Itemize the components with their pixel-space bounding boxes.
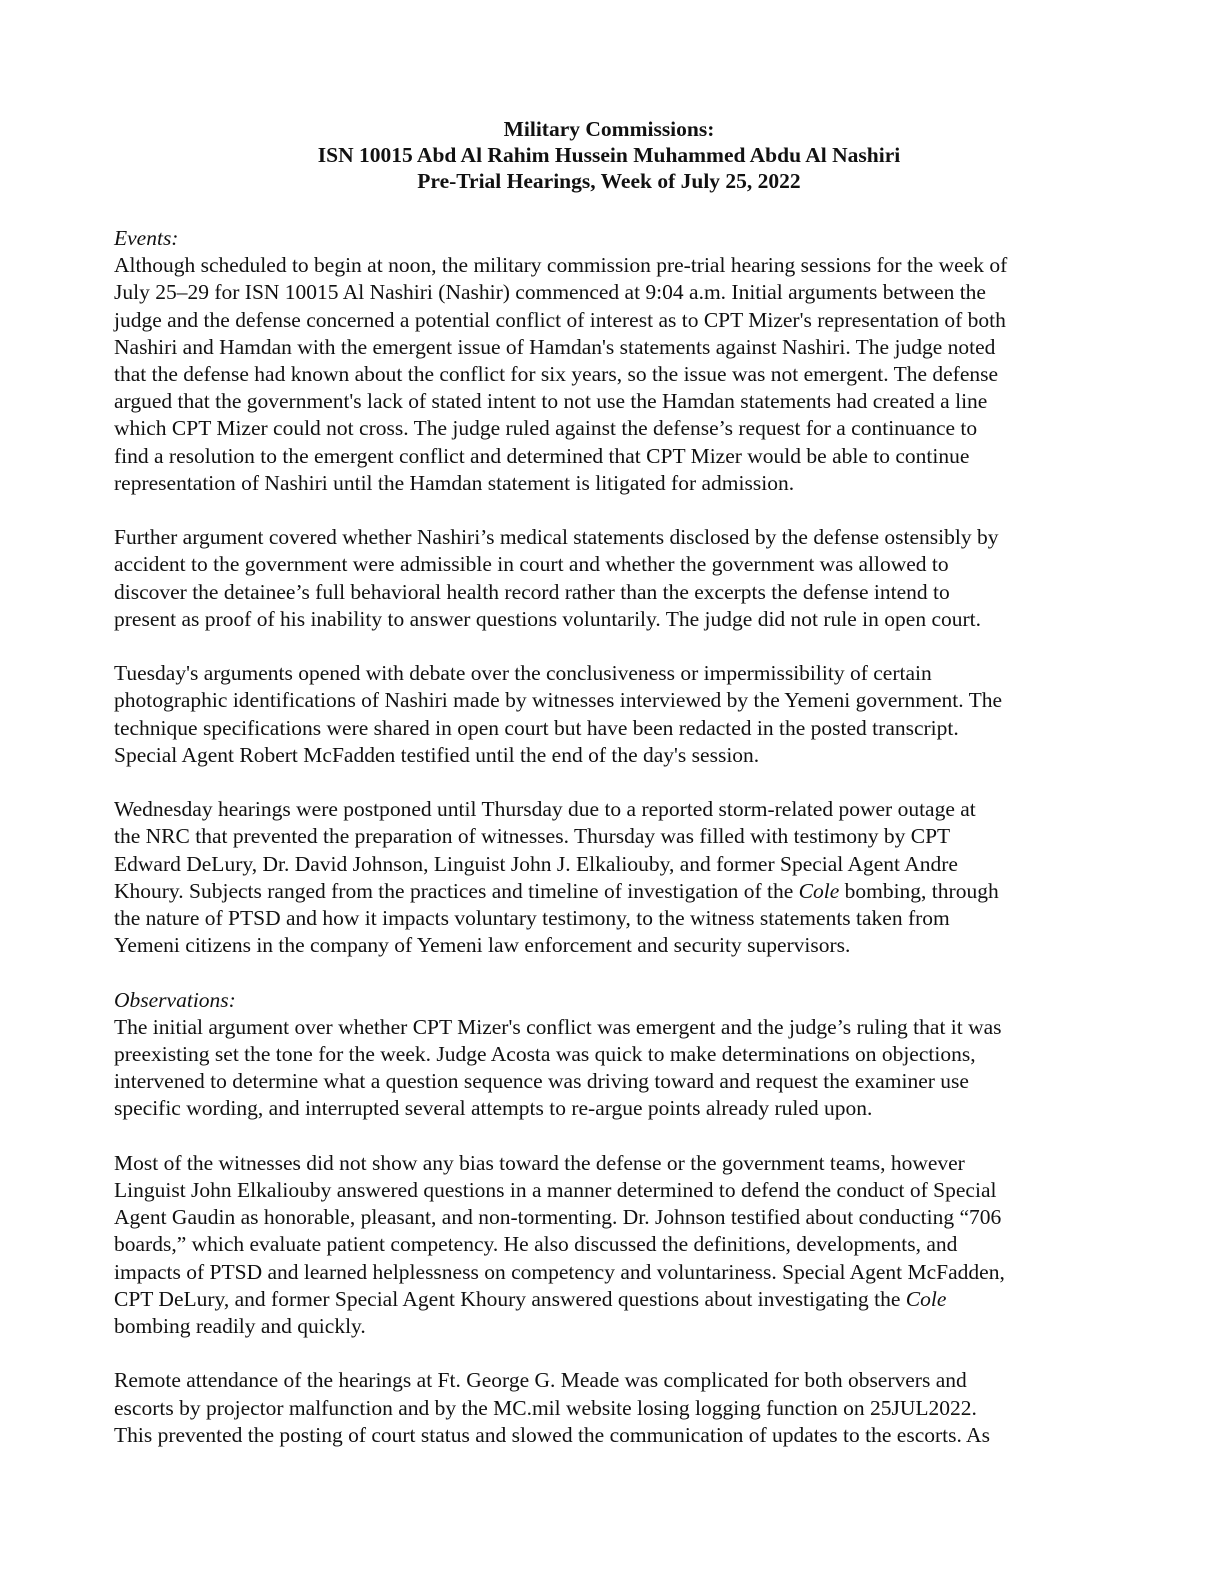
text-run: bombing, through	[839, 878, 999, 903]
text-line: Special Agent Robert McFadden testified until the end of the day's session.	[114, 742, 760, 767]
title-line-1: Military Commissions:	[503, 117, 715, 141]
text-line: Yemeni citizens in the company of Yemeni law enforcement and security supervisors.	[114, 933, 851, 958]
text-line: technique specifications were shared in open court but have been redacted in the posted transcript.	[114, 715, 959, 740]
text-line: that the defense had known about the conflict for six years, so the issue was not emergent. The defense	[114, 362, 999, 387]
text-line	[114, 1286, 1106, 1313]
title-line-3: Pre-Trial Hearings, Week of July 25, 2022	[417, 169, 801, 193]
text-run: Khoury. Subjects ranged from the practices and timeline of investigation of the	[114, 878, 799, 903]
text-line: Most of the witnesses did not show any bias toward the defense or the government teams, however	[114, 1150, 965, 1175]
text-line: Wednesday hearings were postponed until Thursday due to a reported storm-related power outage at	[114, 797, 976, 822]
observations-heading: Observations:	[114, 987, 236, 1012]
text-line: The initial argument over whether CPT Mizer's conflict was emergent and the judge’s ruling that it was	[114, 1014, 1002, 1039]
text-line: the NRC that prevented the preparation of witnesses. Thursday was filled with testimony by CPT	[114, 824, 951, 849]
observations-paragraph-2	[114, 1150, 1106, 1340]
document-body	[114, 225, 1106, 1476]
text-line: judge and the defense concerned a potential conflict of interest as to CPT Mizer's representation of both	[114, 307, 1006, 332]
events-paragraph-3	[114, 660, 1106, 769]
text-line: escorts by projector malfunction and by the MC.mil website losing logging function on 25JUL2022.	[114, 1395, 977, 1420]
text-line: accident to the government were admissible in court and whether the government was allowed to	[114, 552, 949, 577]
text-line: boards,” which evaluate patient competency. He also discussed the definitions, developments, and	[114, 1232, 958, 1257]
text-line: discover the detainee’s full behavioral health record rather than the excerpts the defense intend to	[114, 579, 950, 604]
text-line: Edward DeLury, Dr. David Johnson, Linguist John J. Elkaliouby, and former Special Agent Andre	[114, 851, 958, 876]
text-run: CPT DeLury, and former Special Agent Khoury answered questions about investigating the	[114, 1286, 906, 1311]
text-line: bombing readily and quickly.	[114, 1314, 366, 1339]
events-paragraph-2	[114, 524, 1106, 633]
text-line: representation of Nashiri until the Hamdan statement is litigated for admission.	[114, 470, 795, 495]
text-line: find a resolution to the emergent conflict and determined that CPT Mizer would be able to continue	[114, 443, 970, 468]
observations-paragraph-3	[114, 1367, 1106, 1449]
text-line: impacts of PTSD and learned helplessness on competency and voluntariness. Special Agent McFadden,	[114, 1259, 1005, 1284]
text-line: specific wording, and interrupted several attempts to re-argue points already ruled upon.	[114, 1096, 873, 1121]
italic-ship-name: Cole	[798, 878, 840, 903]
text-line: argued that the government's lack of stated intent to not use the Hamdan statements had created a line	[114, 389, 988, 414]
events-heading: Events:	[114, 226, 179, 250]
text-line: Tuesday's arguments opened with debate over the conclusiveness or impermissibility of certain	[114, 661, 932, 686]
events-paragraph-4	[114, 796, 1106, 959]
text-line: Although scheduled to begin at noon, the military commission pre-trial hearing sessions for the week of	[114, 253, 1008, 278]
text-line: Linguist John Elkaliouby answered questions in a manner determined to defend the conduct of Special	[114, 1178, 997, 1203]
title-line-2: ISN 10015 Abd Al Rahim Hussein Muhammed Abdu Al Nashiri	[317, 143, 901, 167]
text-line: Agent Gaudin as honorable, pleasant, and non-tormenting. Dr. Johnson testified about conducting “706	[114, 1205, 1002, 1230]
text-line: which CPT Mizer could not cross. The judge ruled against the defense’s request for a continuance to	[114, 416, 978, 441]
text-line: Further argument covered whether Nashiri’s medical statements disclosed by the defense ostensibly by	[114, 525, 999, 550]
text-line: intervened to determine what a question sequence was driving toward and request the examiner use	[114, 1069, 969, 1094]
italic-ship-name: Cole	[905, 1286, 947, 1311]
text-line: Remote attendance of the hearings at Ft. George G. Meade was complicated for both observers and	[114, 1368, 967, 1393]
text-line	[114, 878, 1106, 905]
observations-paragraph-1	[114, 1014, 1106, 1123]
text-line: July 25–29 for ISN 10015 Al Nashiri (Nashir) commenced at 9:04 a.m. Initial arguments between the	[114, 280, 986, 305]
text-line: Nashiri and Hamdan with the emergent issue of Hamdan's statements against Nashiri. The judge noted	[114, 334, 996, 359]
text-line: preexisting set the tone for the week. Judge Acosta was quick to make determinations on objections,	[114, 1042, 976, 1067]
text-line: This prevented the posting of court status and slowed the communication of updates to the escorts. As	[114, 1422, 990, 1447]
text-line: photographic identifications of Nashiri made by witnesses interviewed by the Yemeni government. The	[114, 688, 1003, 713]
events-paragraph-1	[114, 252, 1106, 497]
document-title	[114, 116, 1104, 194]
text-line: present as proof of his inability to answer questions voluntarily. The judge did not rule in open court.	[114, 606, 982, 631]
text-line: the nature of PTSD and how it impacts voluntary testimony, to the witness statements taken from	[114, 906, 950, 931]
